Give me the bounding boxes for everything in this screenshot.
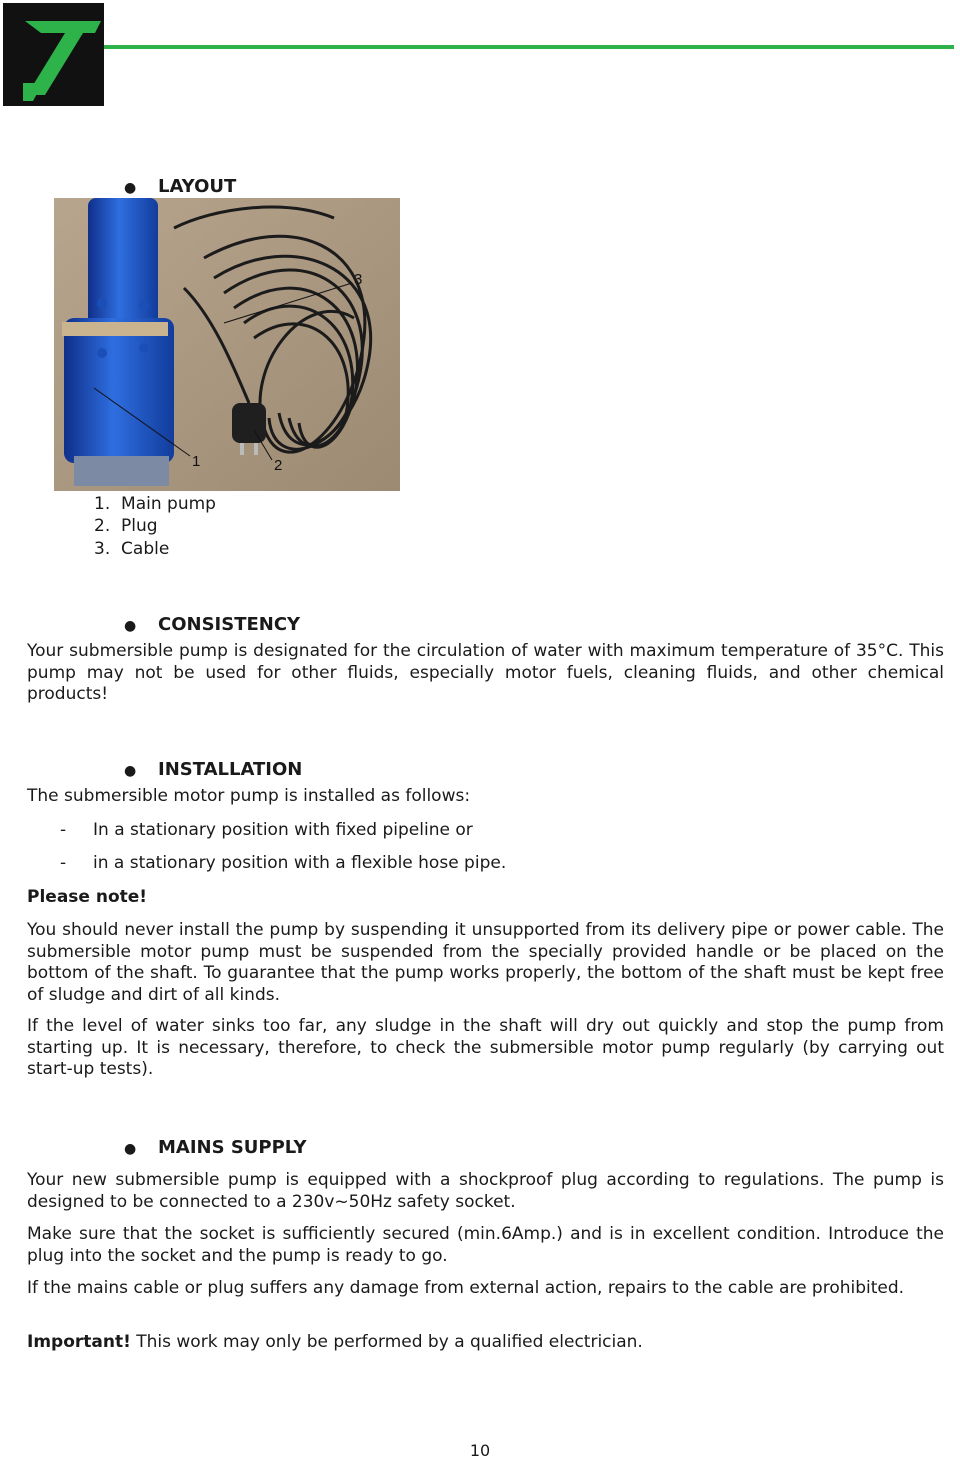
svg-text:3: 3 (354, 271, 363, 288)
installation-paragraph: If the level of water sinks too far, any sludge in the shaft will dry out quickly and stop the pump from starting up. It is necessary, therefore, to check the submersible motor pump regularly (by carrying out start-up tests). (27, 1016, 944, 1079)
important-note (27, 1332, 944, 1354)
installation-paragraph: You should never install the pump by suspending it unsupported from its delivery pipe or power cable. The submersible motor pump must be suspended from the specially provided handle or be placed on the bottom of the shaft. To guarantee that the pump works properly, the bottom of the shaft must be kept free of sludge and dirt of all kinds. (27, 920, 944, 1005)
important-text: This work may only be performed by a qualified electrician. (130, 1332, 643, 1352)
dash-marker: - (60, 820, 67, 840)
bullet: ● (124, 618, 137, 634)
important-label: Important! (27, 1332, 131, 1352)
list-number: 3. (94, 539, 111, 559)
list-label: Cable (121, 539, 170, 559)
header-rule (104, 45, 954, 49)
svg-text:2: 2 (274, 457, 283, 474)
installation-intro: The submersible motor pump is installed as follows: (27, 786, 471, 806)
mains-paragraph: Your new submersible pump is equipped with a shockproof plug according to regulations. The pump is designed to be connected to a 230v~50Hz safety socket. (27, 1170, 944, 1212)
please-note-label: Please note! (27, 887, 148, 907)
bullet: ● (124, 763, 137, 779)
installation-option: In a stationary position with fixed pipeline or (93, 820, 473, 840)
svg-text:1: 1 (192, 453, 201, 470)
list-number: 2. (94, 516, 111, 536)
z-logo-icon (3, 3, 104, 106)
list-label: Plug (121, 516, 158, 536)
section-heading-consistency: CONSISTENCY (158, 614, 301, 635)
consistency-text: Your submersible pump is designated for the circulation of water with maximum temperature of 35°C. This pump may not be used for other fluids, especially motor fuels, cleaning fluids, and other chemical products! (27, 641, 944, 704)
list-item (94, 494, 216, 514)
pump-photo (54, 198, 400, 491)
page-number: 10 (469, 1441, 491, 1460)
mains-paragraph: Make sure that the socket is sufficiently secured (min.6Amp.) and is in excellent condition. Introduce the plug into the socket and the pump is ready to go. (27, 1224, 944, 1266)
list-item (94, 539, 169, 559)
section-heading-layout: LAYOUT (158, 176, 237, 197)
list-number: 1. (94, 494, 111, 514)
bullet: ● (124, 1141, 137, 1157)
section-heading-mains: MAINS SUPPLY (158, 1137, 307, 1158)
list-label: Main pump (121, 494, 216, 514)
bullet: ● (124, 180, 137, 196)
mains-paragraph: If the mains cable or plug suffers any damage from external action, repairs to the cable are prohibited. (27, 1278, 905, 1298)
section-heading-installation: INSTALLATION (158, 759, 303, 780)
list-item (94, 516, 158, 536)
dash-marker: - (60, 853, 67, 873)
installation-option: in a stationary position with a flexible hose pipe. (93, 853, 507, 873)
